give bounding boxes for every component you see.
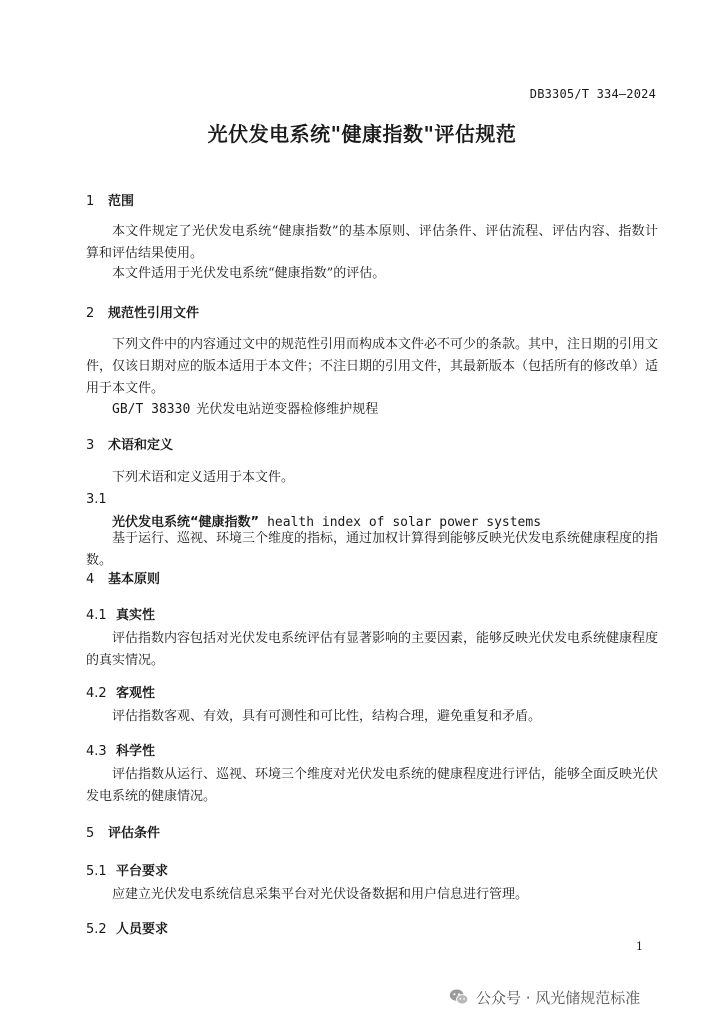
section-number: 2 [86, 306, 95, 321]
subsection-title: 人员要求 [116, 922, 169, 937]
section-heading [86, 434, 173, 453]
paragraph: 本文件适用于光伏发电系统“健康指数”的评估。 [112, 266, 386, 281]
subsection-title: 真实性 [116, 608, 156, 623]
subsection-number: 4.3 [86, 744, 107, 759]
section-heading [86, 568, 160, 587]
subsection-number: 5.2 [86, 922, 107, 937]
term-definition: 基于运行、巡视、环境三个维度的指标，通过加权计算得到能够反映光伏发电系统健康程度的指数。 [86, 531, 659, 568]
subsection-heading [86, 740, 155, 759]
watermark-text: 公众号 · 风光储规范标准 [476, 988, 641, 1007]
paragraph: 应建立光伏发电系统信息采集平台对光伏设备数据和用户信息进行管理。 [112, 887, 529, 902]
term-english: health index of solar power systems [267, 515, 542, 530]
section-heading [86, 302, 199, 321]
normative-reference [112, 398, 378, 417]
section-title: 评估条件 [108, 826, 161, 841]
subsection-number: 4.2 [86, 686, 107, 701]
section-number: 4 [86, 572, 95, 587]
page-number: 1 [636, 940, 643, 953]
paragraph: 评估指数客观、有效，具有可测性和可比性，结构合理，避免重复和矛盾。 [112, 709, 542, 724]
subsection-number: 4.1 [86, 608, 107, 623]
subsection-title: 平台要求 [116, 864, 169, 879]
section-number: 3 [86, 438, 95, 453]
subsection-heading [86, 918, 168, 937]
wechat-icon [448, 986, 470, 1008]
section-number: 5 [86, 826, 95, 841]
term-number: 3.1 [86, 492, 107, 507]
section-title: 范围 [108, 194, 135, 209]
document-title: 光伏发电系统"健康指数"评估规范 [207, 122, 517, 146]
subsection-heading [86, 860, 168, 879]
reference-title: 光伏发电站逆变器检修维护规程 [196, 402, 379, 417]
document-code: DB3305/T 334—2024 [529, 87, 656, 101]
subsection-title: 科学性 [116, 744, 156, 759]
reference-code: GB/T 38330 [112, 402, 191, 417]
section-title: 术语和定义 [108, 438, 174, 453]
section-heading [86, 822, 160, 841]
paragraph: 评估指数从运行、巡视、环境三个维度对光伏发电系统的健康程度进行评估，能够全面反映光伏发电系统的健康情况。 [86, 767, 659, 804]
term-chinese: 光伏发电系统“健康指数” [112, 515, 260, 530]
subsection-heading [86, 604, 155, 623]
section-title: 基本原则 [108, 572, 161, 587]
section-heading [86, 190, 134, 209]
paragraph: 本文件规定了光伏发电系统“健康指数”的基本原则、评估条件、评估流程、评估内容、指数计算和评估结果使用。 [86, 224, 658, 261]
watermark [448, 985, 640, 1009]
subsection-number: 5.1 [86, 864, 107, 879]
section-title: 规范性引用文件 [108, 306, 200, 321]
subsection-heading [86, 682, 155, 701]
section-number: 1 [86, 194, 95, 209]
paragraph: 下列文件中的内容通过文中的规范性引用而构成本文件必不可少的条款。其中，注日期的引用文件，仅该日期对应的版本适用于本文件；不注日期的引用文件，其最新版本（包括所有的修改单）适用于本文件。 [86, 337, 659, 396]
subsection-title: 客观性 [116, 686, 156, 701]
paragraph: 评估指数内容包括对光伏发电系统评估有显著影响的主要因素，能够反映光伏发电系统健康程度的真实情况。 [86, 631, 659, 668]
paragraph: 下列术语和定义适用于本文件。 [112, 470, 295, 485]
